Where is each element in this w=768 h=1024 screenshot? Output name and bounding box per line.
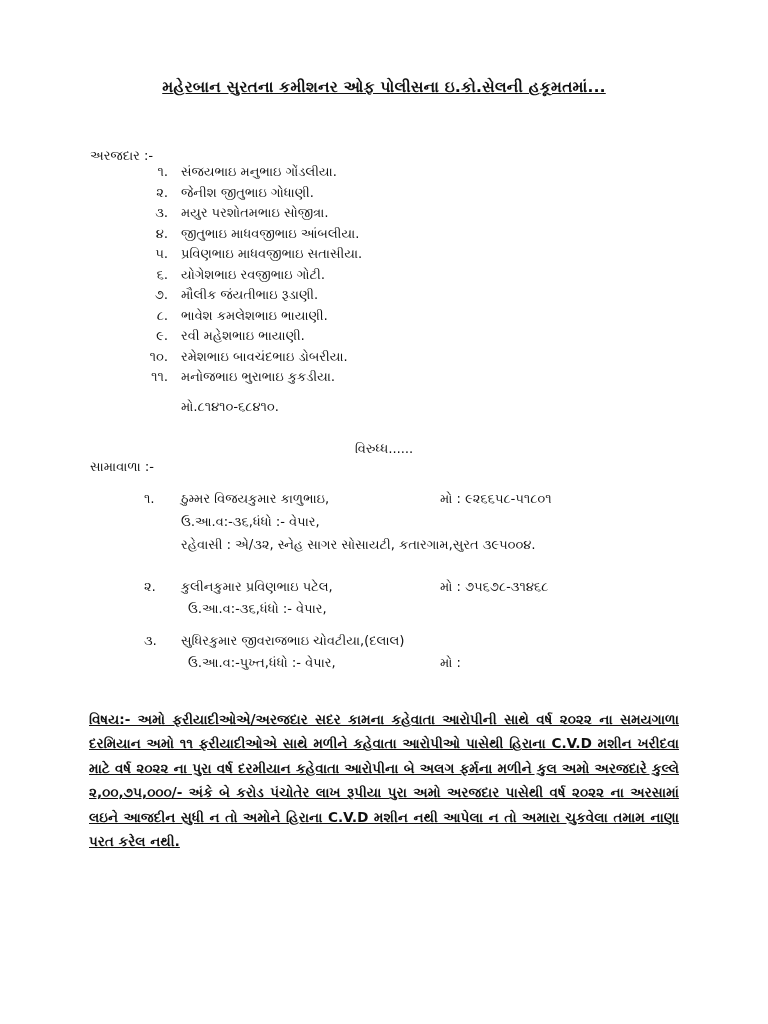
respondent-name: ઠુમ્મર વિજયકુમાર કાળુભાઇ, [181, 492, 330, 507]
item-number: ૮. [156, 308, 168, 324]
applicant-name: રમેશભાઇ બાવચંદભાઇ ડોબરીયા. [181, 349, 348, 365]
list-item [0, 206, 768, 227]
list-item [0, 186, 768, 207]
applicant-name: યોગેશભાઇ રવજીભાઇ ગોટી. [181, 267, 325, 283]
item-number: ૧. [144, 492, 155, 507]
versus-heading: વિરુધ્ધ...... [354, 442, 414, 457]
item-number: ૧૦. [149, 349, 168, 365]
applicant-name: મયુર પરશોતમભાઇ સોજીત્રા. [181, 206, 329, 221]
respondents-label: સામાવાળા :- [90, 460, 154, 475]
list-item [0, 268, 768, 289]
applicant-name: પ્રવિણભાઇ માધવજીભાઇ સતાસીયા. [181, 247, 363, 262]
item-number: ૫. [155, 247, 168, 262]
applicant-name: રવી મહેશભાઇ ભાયાણી. [181, 329, 305, 344]
applicant-name: સંજયભાઇ મનુભાઇ ગોંડલીયા. [181, 165, 337, 180]
item-number: ૪. [155, 226, 168, 242]
applicant-name: જેનીશ જીતુભાઇ ગોધાણી. [181, 185, 314, 201]
document-title: મહેરબાન સુરતના કમીશનર ઓફ પોલીસના ઇ.કો.સેલની હકૂમતમાં... [162, 78, 606, 96]
respondent-address: રહેવાસી : એ/૩૨, સ્નેહ સાગર સોસાયટી, કતારગામ,સુરત ૩૯૫૦૦૪. [181, 538, 536, 553]
applicant-name: મૌલીક જંયતીભાઇ રૂડાણી. [181, 288, 319, 303]
list-item [0, 288, 768, 309]
subject-paragraph [89, 708, 679, 854]
item-number: ૧. [157, 165, 168, 180]
subject-text: વિષય:- અમો ફરીયાદીઓએ/અરજદાર સદર કામના કહેવાતા આરોપીની સાથે વર્ષ ૨૦૨૨ ના સમયગાળા દરમિયાન અમો ૧૧ ફરીયાદીઓએ સાથે મળીને કહેવાતા આરોપીઓ પાસેથી હિરાના C.V.D મશીન ખરીદવા માટે વર્ષ ૨૦૨૨ ના પુરા વર્ષ દરમીયાન કહેવાતા આરોપીના બે અલગ ફર્મના મળીને કુલ અમો અરજદારે કુલ્લે ૨,૦૦,૭૫,૦૦૦/- અંકે બે કરોડ પંચોતેર લાખ રૂપીયા પુરા અમો અરજદાર પાસેથી વર્ષ ૨૦૨૨ ના અરસામાં લઇને આજદીન સુધી ન તો અમોને હિરાના C.V.D મશીન નથી આપેલા ન તો અમારા ચુકવેલા તમામ નાણા પરત કરેલ નથી. [89, 712, 679, 851]
respondent-mobile: મો : ૭૫૬૭૮-૩૧૪૬૮ [440, 580, 549, 595]
item-number: ૭. [154, 288, 168, 303]
respondent-age-occupation: ઉ.આ.વ:-પુખ્ત,ધંધો :- વેપાર, [188, 656, 336, 671]
item-number: ૬. [156, 267, 168, 283]
applicant-name: મનોજભાઇ ભુરાભાઇ કુકડીયા. [181, 370, 336, 385]
list-item [0, 370, 768, 391]
item-number: ૯. [156, 329, 168, 344]
list-item [0, 350, 768, 371]
respondent-mobile: મો : ૯૨૬૬૫૮-૫૧૮૦૧ [440, 492, 552, 507]
list-item [0, 247, 768, 268]
list-item [0, 329, 768, 350]
respondent-name: કુલીનકુમાર પ્રવિણભાઇ પટેલ, [181, 580, 333, 595]
applicant-name: જીતુભાઇ માધવજીભાઇ આંબલીયા. [181, 226, 360, 242]
applicant-phone: મો.૮૧૪૧૦-૬૮૪૧૦. [181, 400, 279, 415]
list-item [0, 227, 768, 248]
respondent-mobile: મો : [440, 656, 461, 671]
item-number: ૨. [156, 185, 168, 201]
applicants-list [0, 165, 768, 391]
item-number: ૩. [155, 206, 168, 221]
respondent-age-occupation: ઉ.આ.વ:-૩૬,ધંધો :- વેપાર, [181, 515, 320, 530]
respondent-age-occupation: ઉ.આ.વ:-૩૬,ધંધો :- વેપાર, [188, 602, 327, 617]
item-number: ૧૧. [151, 370, 168, 385]
respondent-name: સુધિરકુમાર જીવરાજભાઇ ચોવટીયા,(દલાલ) [181, 634, 405, 649]
list-item [0, 165, 768, 186]
item-number: ૩. [144, 634, 157, 649]
applicants-label: અરજદાર :- [90, 149, 154, 164]
list-item [0, 309, 768, 330]
item-number: ૨. [144, 580, 156, 595]
applicant-name: ભાવેશ કમલેશભાઇ ભાયાણી. [181, 308, 328, 324]
